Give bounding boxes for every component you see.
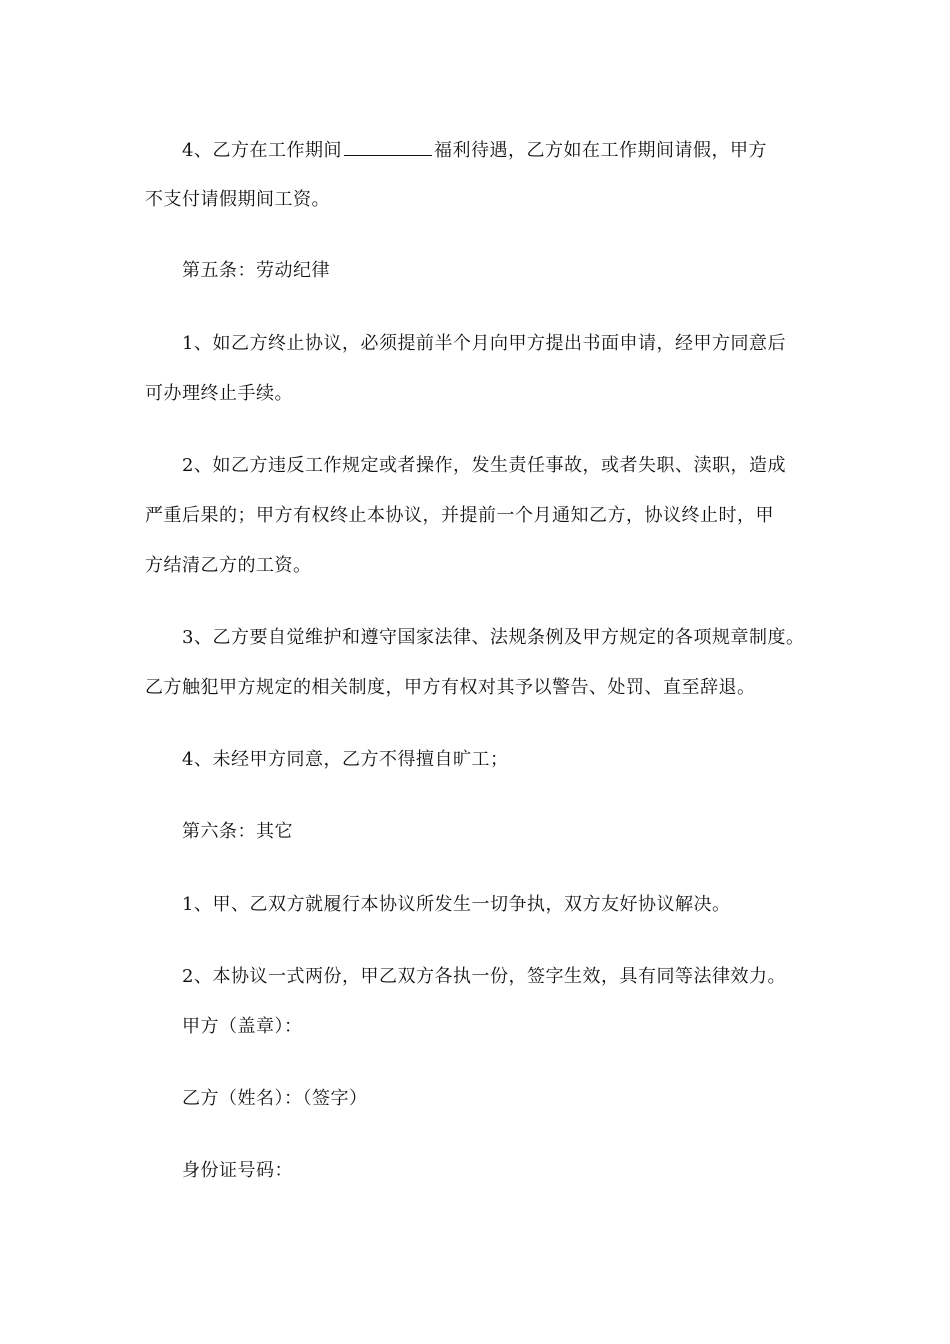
- article-5-item-4: 4、未经甲方同意，乙方不得擅自旷工；: [182, 749, 509, 770]
- article-5-item-2-line-1: 2、如乙方违反工作规定或者操作，发生责任事故，或者失职、渎职，造成: [182, 455, 786, 476]
- id-number-line: 身份证号码：: [182, 1160, 293, 1181]
- article-6-item-2: 2、本协议一式两份，甲乙双方各执一份，签字生效，具有同等法律效力。: [182, 966, 786, 987]
- article-6-item-1: 1、甲、乙双方就履行本协议所发生一切争执，双方友好协议解决。: [182, 894, 731, 915]
- clause-4-line-1: [182, 139, 767, 162]
- article-5-item-1-line-1: 1、如乙方终止协议，必须提前半个月向甲方提出书面申请，经甲方同意后: [182, 333, 786, 354]
- clause-4-line-2: 不支付请假期间工资。: [145, 189, 330, 210]
- article-6-title: 第六条：其它: [182, 821, 293, 842]
- party-a-signature-line: 甲方（盖章）：: [182, 1016, 303, 1037]
- article-5-item-2-line-2: 严重后果的；甲方有权终止本协议，并提前一个月通知乙方，协议终止时，甲: [145, 505, 774, 526]
- article-5-item-2-line-3: 方结清乙方的工资。: [145, 555, 312, 576]
- article-5-title: 第五条：劳动纪律: [182, 260, 330, 281]
- clause-4-text-after-blank: 福利待遇，乙方如在工作期间请假，甲方: [433, 140, 767, 161]
- article-5-item-1-line-2: 可办理终止手续。: [145, 383, 293, 404]
- party-b-signature-line: 乙方（姓名）：（签字）: [182, 1088, 368, 1109]
- welfare-blank-field: [344, 139, 432, 156]
- article-5-item-3-line-1: 3、乙方要自觉维护和遵守国家法律、法规条例及甲方规定的各项规章制度。: [182, 627, 805, 648]
- article-5-item-3-line-2: 乙方触犯甲方规定的相关制度，甲方有权对其予以警告、处罚、直至辞退。: [145, 677, 756, 698]
- clause-4-text-before-blank: 4、乙方在工作期间: [182, 140, 342, 161]
